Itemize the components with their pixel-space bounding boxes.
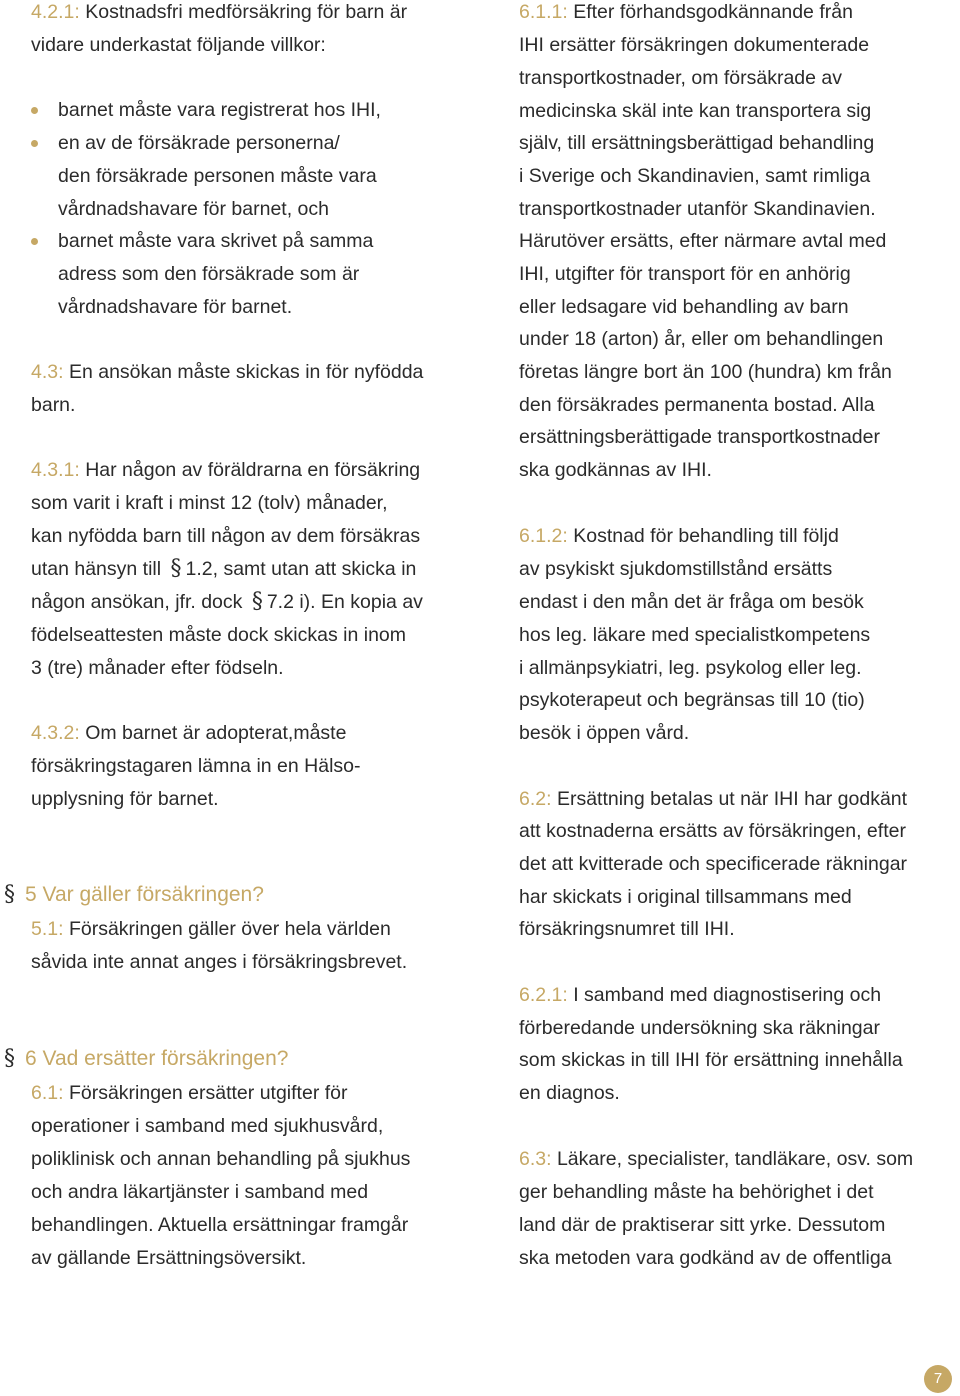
paragraph-4-3-2-line-1: 4.3.2: Om barnet är adopterat,måste	[31, 722, 347, 744]
section-heading-6: 6 Vad ersätter försäkringen?	[25, 1047, 289, 1070]
paragraph-6-1-line-5: behandlingen. Aktuella ersättningar framgår	[31, 1214, 409, 1236]
bullet-item-2-line-2: den försäkrade personen måste vara	[58, 165, 377, 187]
paragraph-4-2-1-line-1: 4.2.1: Kostnadsfri medförsäkring för barn är	[31, 1, 408, 23]
page-number-badge: 7	[924, 1365, 952, 1393]
paragraph-6-2-1-line-1: 6.2.1: I samband med diagnostisering och	[519, 984, 882, 1006]
section-heading-5: 5 Var gäller försäkringen?	[25, 883, 264, 906]
paragraph-6-1-2-line-7: besök i öppen vård.	[519, 722, 690, 744]
paragraph-6-1-line-4: och andra läkartjänster i samband med	[31, 1181, 369, 1203]
bullet-item-3-line-2: adress som den försäkrade som är	[58, 263, 360, 285]
paragraph-6-1-line-1: 6.1: Försäkringen ersätter utgifter för	[31, 1082, 348, 1104]
paragraph-6-2-line-5: försäkringsnumret till IHI.	[519, 918, 735, 940]
bullet-item-1: barnet måste vara registrerat hos IHI,	[58, 99, 381, 121]
paragraph-4-3-1-line-3: kan nyfödda barn till någon av dem försäkras	[31, 525, 421, 547]
paragraph-6-2-1-line-4: en diagnos.	[519, 1082, 620, 1104]
paragraph-6-1-line-2: operationer i samband med sjukhusvård,	[31, 1115, 384, 1137]
paragraph-6-3-line-2: ger behandling måste ha behörighet i det	[519, 1181, 874, 1203]
paragraph-6-2-1-line-2: förberedande undersökning ska räkningar	[519, 1017, 880, 1039]
section-sign-icon: §	[251, 589, 263, 614]
paragraph-6-1-1-line-5: själv, till ersättningsberättigad behandling	[519, 132, 875, 154]
paragraph-4-3-line-2: barn.	[31, 394, 76, 416]
bullet-dot-3	[31, 238, 38, 245]
paragraph-6-2-line-2: att kostnaderna ersätts av försäkringen, efter	[519, 820, 906, 842]
bullet-dot-1	[31, 107, 38, 114]
paragraph-6-1-1-line-1: 6.1.1: Efter förhandsgodkännande från	[519, 1, 853, 23]
paragraph-4-3-1-line-2: som varit i kraft i minst 12 (tolv) månader,	[31, 492, 388, 514]
section-sign-icon: §	[4, 1046, 15, 1071]
paragraph-4-3-2-line-3: upplysning för barnet.	[31, 788, 219, 810]
paragraph-6-1-2-line-3: endast i den mån det är fråga om besök	[519, 591, 864, 613]
paragraph-6-1-1-line-3: transportkostnader, om försäkrade av	[519, 67, 842, 89]
paragraph-6-1-2-line-2: av psykiskt sjukdomstillstånd ersätts	[519, 558, 833, 580]
section-sign-icon: §	[170, 556, 182, 581]
bullet-item-2-line-1: en av de försäkrade personerna/	[58, 132, 340, 154]
paragraph-6-3-line-1: 6.3: Läkare, specialister, tandläkare, osv. som	[519, 1148, 914, 1170]
paragraph-4-3-2-line-2: försäkringstagaren lämna in en Hälso-	[31, 755, 361, 777]
paragraph-6-1-1-line-11: under 18 (arton) år, eller om behandlingen	[519, 328, 884, 350]
paragraph-4-3-1-line-6: födelseattesten måste dock skickas in inom	[31, 624, 407, 646]
bullet-item-3-line-1: barnet måste vara skrivet på samma	[58, 230, 374, 252]
paragraph-5-1-line-2: såvida inte annat anges i försäkringsbrevet.	[31, 951, 408, 973]
bullet-dot-2	[31, 140, 38, 147]
bullet-item-3-line-3: vårdnadshavare för barnet.	[58, 296, 293, 318]
paragraph-6-1-2-line-4: hos leg. läkare med specialistkompetens	[519, 624, 871, 646]
paragraph-6-1-2-line-6: psykoterapeut och begränsas till 10 (tio)	[519, 689, 865, 711]
bullet-item-2-line-3: vårdnadshavare för barnet, och	[58, 198, 330, 220]
paragraph-6-2-line-3: det att kvitterade och specificerade räkningar	[519, 853, 908, 875]
paragraph-4-3-1-line-4: utan hänsyn till § 1.2, samt utan att skicka in	[31, 556, 417, 581]
paragraph-6-1-1-line-14: ersättningsberättigade transportkostnader	[519, 426, 880, 448]
paragraph-4-3-line-1: 4.3: En ansökan måste skickas in för nyfödda	[31, 361, 424, 383]
paragraph-6-1-1-line-10: eller ledsagare vid behandling av barn	[519, 296, 849, 318]
paragraph-6-2-line-4: har skickats i original tillsammans med	[519, 886, 852, 908]
paragraph-6-2-1-line-3: som skickas in till IHI för ersättning innehålla	[519, 1049, 903, 1071]
paragraph-6-1-1-line-8: Härutöver ersätts, efter närmare avtal med	[519, 230, 887, 252]
paragraph-6-2-line-1: 6.2: Ersättning betalas ut när IHI har godkänt	[519, 788, 908, 810]
paragraph-6-1-1-line-13: den försäkrades permanenta bostad. Alla	[519, 394, 875, 416]
paragraph-6-3-line-4: ska metoden vara godkänd av de offentliga	[519, 1247, 892, 1269]
paragraph-6-3-line-3: land där de praktiserar sitt yrke. Dessutom	[519, 1214, 886, 1236]
paragraph-6-1-1-line-2: IHI ersätter försäkringen dokumenterade	[519, 34, 870, 56]
paragraph-6-1-2-line-1: 6.1.2: Kostnad för behandling till följd	[519, 525, 839, 547]
paragraph-4-3-1-line-7: 3 (tre) månader efter födseln.	[31, 657, 284, 679]
paragraph-4-2-1-line-2: vidare underkastat följande villkor:	[31, 34, 326, 56]
paragraph-6-1-1-line-7: transportkostnader utanför Skandinavien.	[519, 198, 876, 220]
paragraph-6-1-line-3: poliklinisk och annan behandling på sjukhus	[31, 1148, 411, 1170]
paragraph-6-1-1-line-4: medicinska skäl inte kan transportera sig	[519, 100, 872, 122]
paragraph-6-1-2-line-5: i allmänpsykiatri, leg. psykolog eller leg.	[519, 657, 862, 679]
paragraph-6-1-1-line-9: IHI, utgifter för transport för en anhörig	[519, 263, 851, 285]
paragraph-4-3-1-line-5: någon ansökan, jfr. dock § 7.2 i). En kopia av	[31, 589, 423, 614]
paragraph-6-1-line-6: av gällande Ersättningsöversikt.	[31, 1247, 307, 1269]
paragraph-5-1-line-1: 5.1: Försäkringen gäller över hela världen	[31, 918, 391, 940]
paragraph-6-1-1-line-6: i Sverige och Skandinavien, samt rimliga	[519, 165, 871, 187]
paragraph-6-1-1-line-12: företas längre bort än 100 (hundra) km från	[519, 361, 892, 383]
paragraph-6-1-1-line-15: ska godkännas av IHI.	[519, 459, 712, 481]
paragraph-4-3-1-line-1: 4.3.1: Har någon av föräldrarna en försäkring	[31, 459, 421, 481]
section-sign-icon: §	[4, 882, 15, 907]
